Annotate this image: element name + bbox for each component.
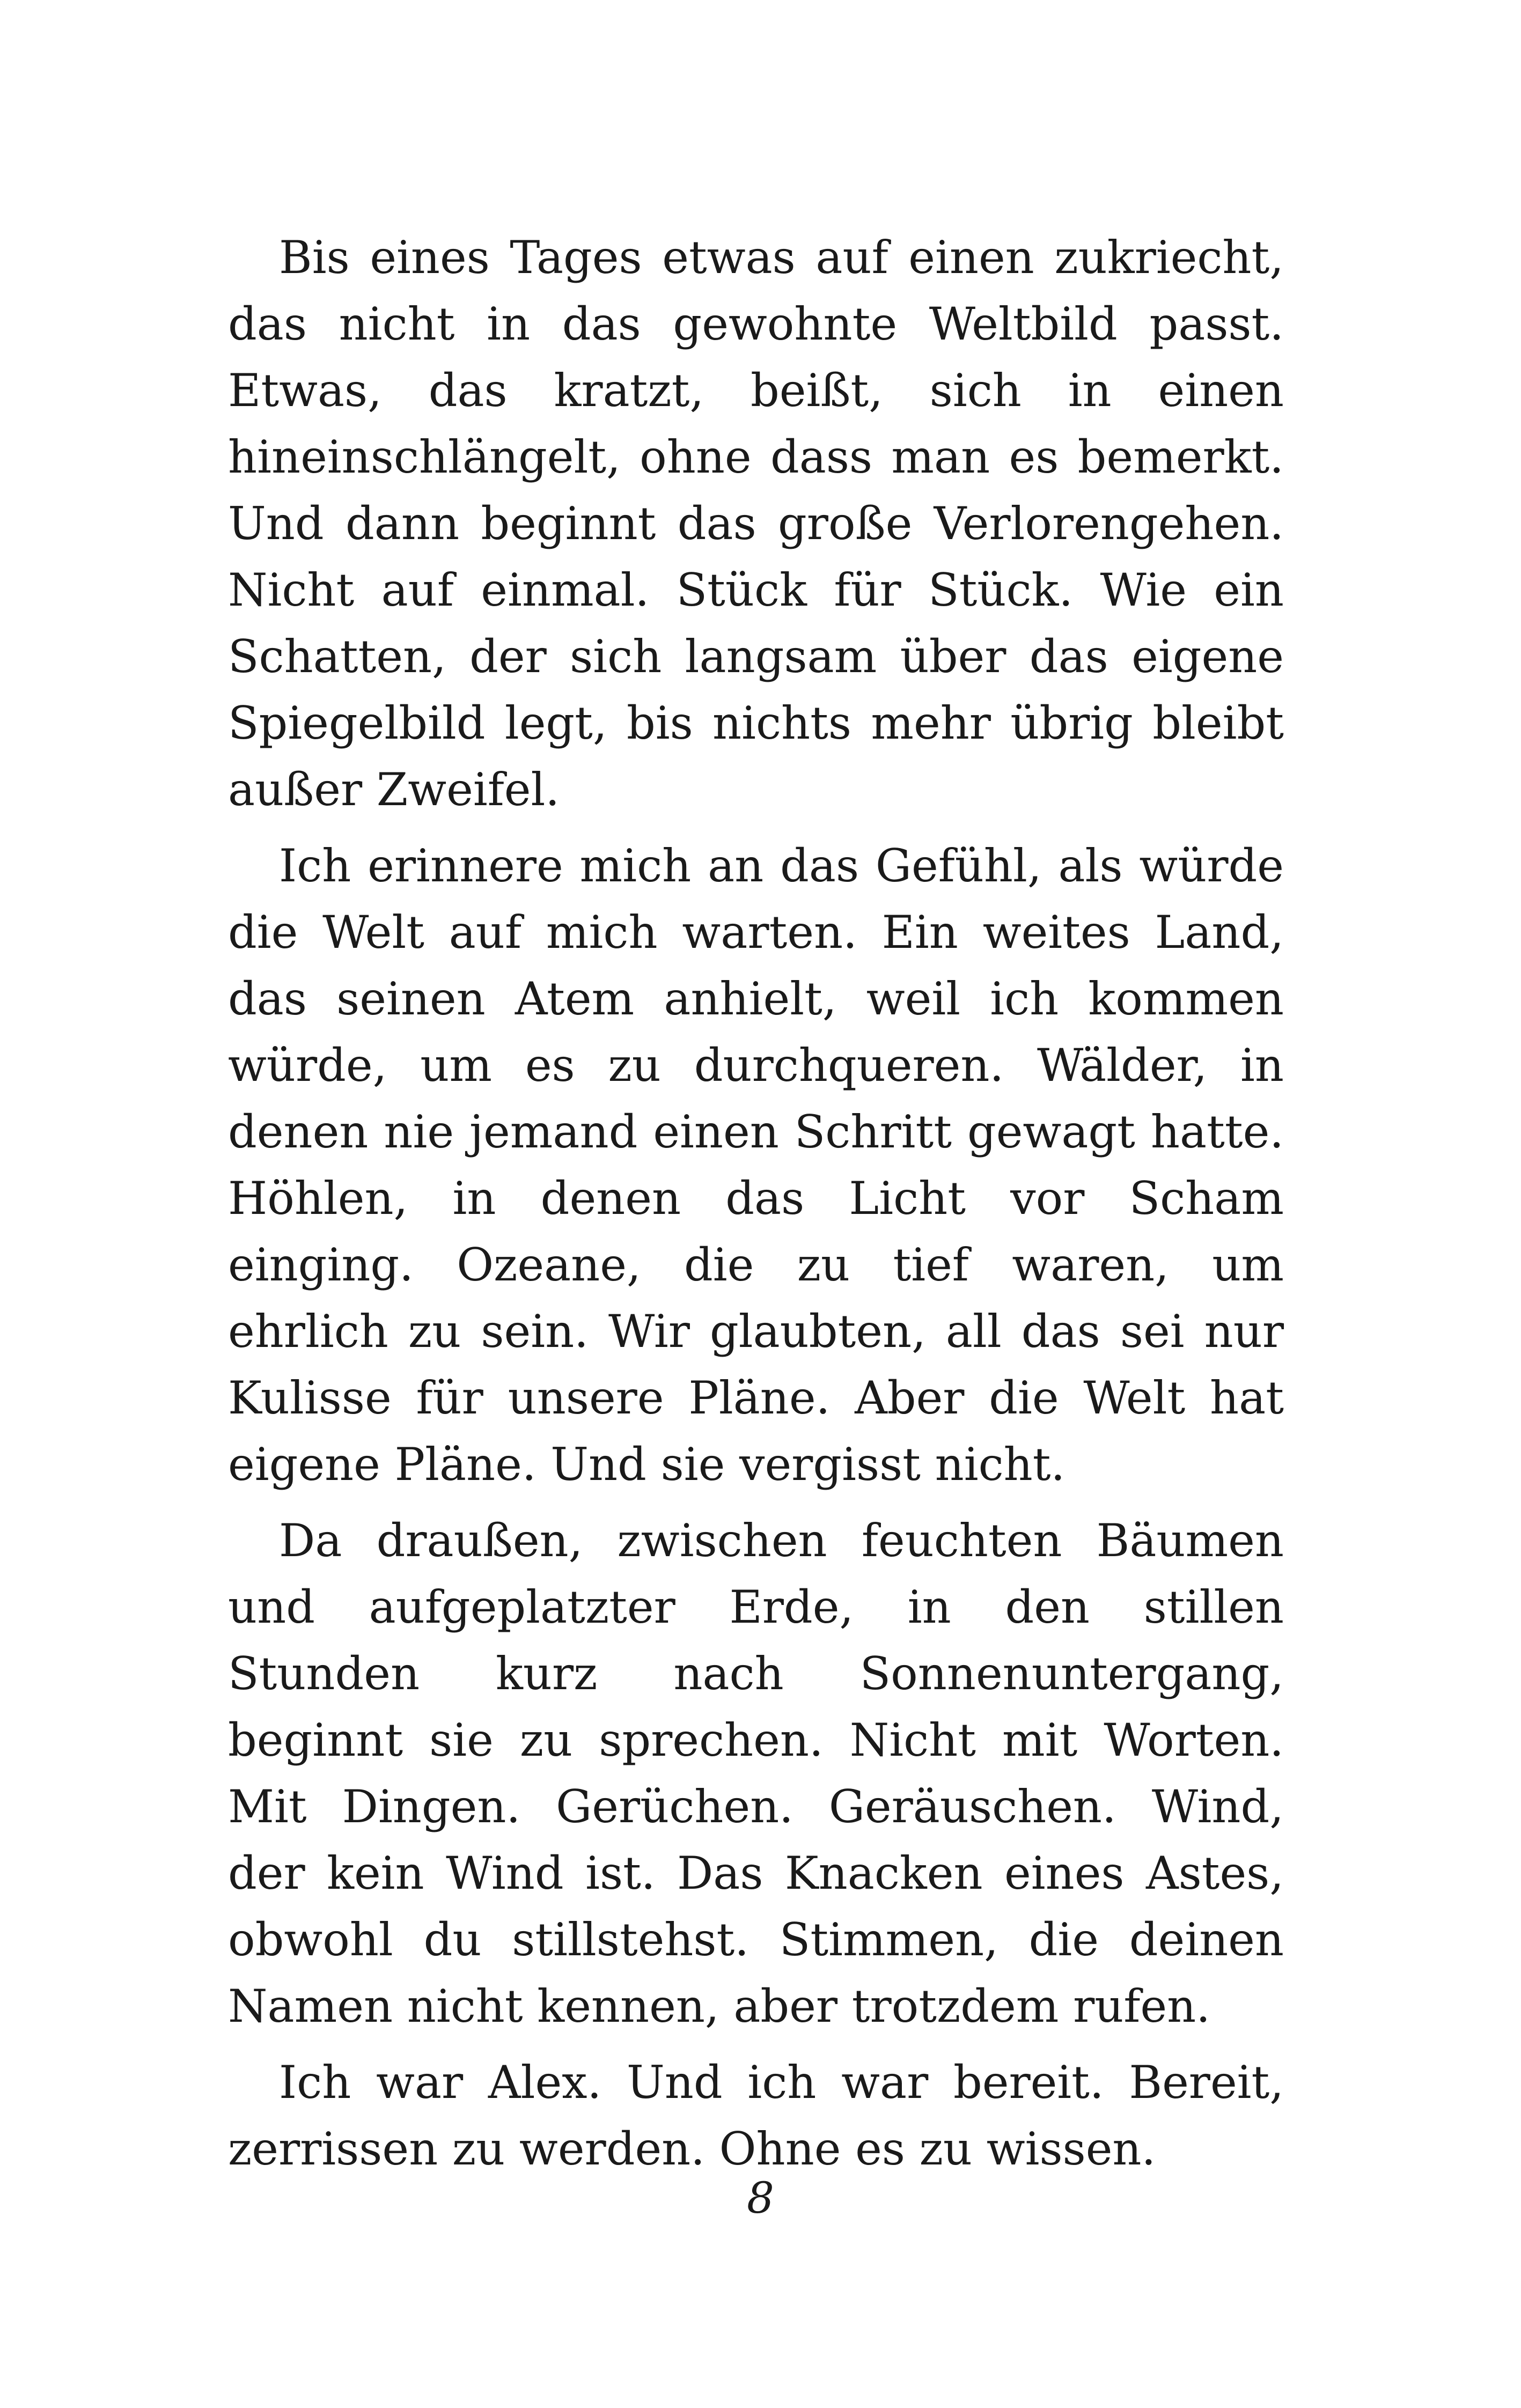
paragraph-1: Bis eines Tages etwas auf einen zukriecht, das nicht in das gewohnte Weltbild passt. Etwas, das kratzt, beißt, sich in einen hineinschlängelt, ohne dass man es bemerkt. Und dann beginnt das große Verlorengehen. Nicht auf einmal. Stück für Stück. Wie ein Schatten, der sich langsam über das eigene Spiegelbild legt, bis nichts mehr übrig bleibt außer Zweifel. xyxy=(228,231,1284,816)
body-text xyxy=(228,224,1284,2192)
paragraph-2: Ich erinnere mich an das Gefühl, als würde die Welt auf mich warten. Ein weites Land, das seinen Atem anhielt, weil ich kommen würde, um es zu durchqueren. Wälder, in denen nie jemand einen Schritt gewagt hatte. Höhlen, in denen das Licht vor Scham einging. Ozeane, die zu tief waren, um ehrlich zu sein. Wir glaubten, all das sei nur Kulisse für unsere Pläne. Aber die Welt hat eigene Pläne. Und sie vergisst nicht. xyxy=(228,840,1284,1491)
page-number: 8 xyxy=(747,2173,774,2223)
paragraph-4: Ich war Alex. Und ich war bereit. Bereit, zerrissen zu werden. Ohne es zu wissen. xyxy=(228,2056,1284,2175)
paragraph-3: Da draußen, zwischen feuchten Bäumen und aufgeplatzter Erde, in den stillen Stunden kurz nach Sonnenuntergang, beginnt sie zu sprechen. Nicht mit Worten. Mit Dingen. Gerüchen. Geräuschen. Wind, der kein Wind ist. Das Knacken eines Astes, obwohl du stillstehst. Stimmen, die deinen Namen nicht kennen, aber trotzdem rufen. xyxy=(228,1514,1284,2033)
